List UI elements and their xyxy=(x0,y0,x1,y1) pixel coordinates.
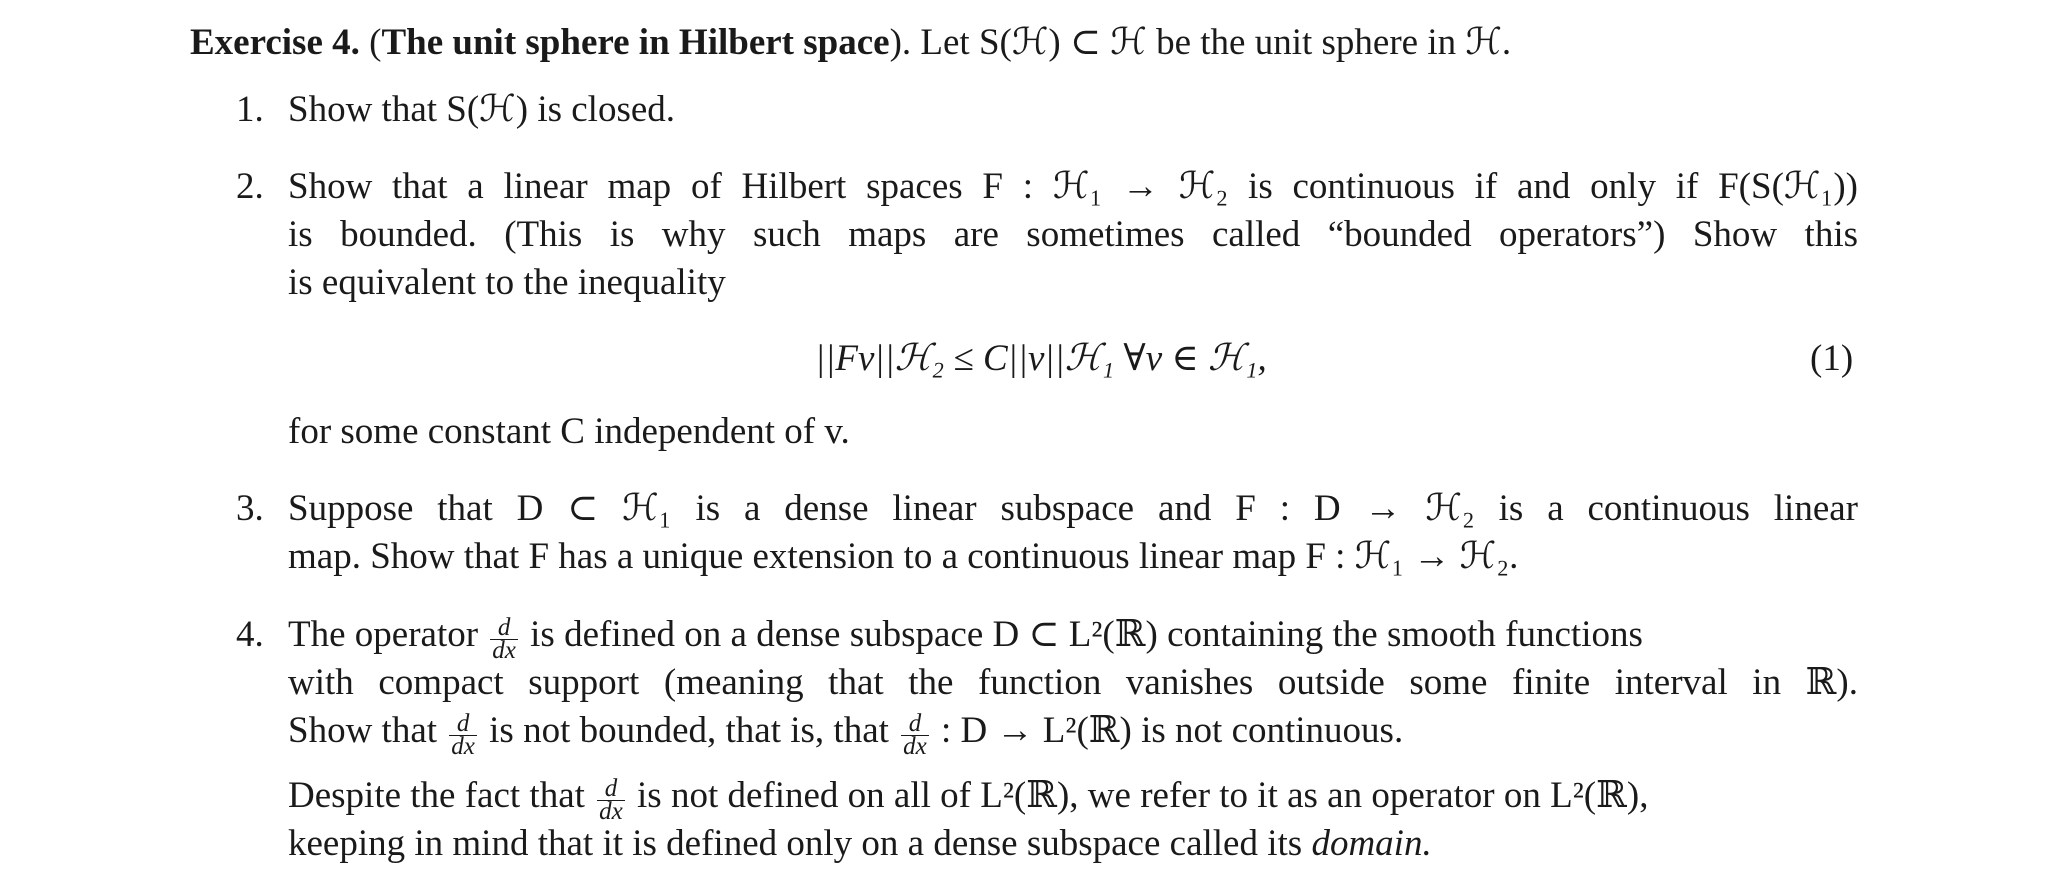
item-4-line-2: with compact support (meaning that the function vanishes outside some finite interval in ℝ). xyxy=(288,662,1858,703)
exercise-intro: Let S(ℋ) ⊂ ℋ be the unit sphere in ℋ. xyxy=(920,22,1512,63)
item-1-number: 1. xyxy=(236,89,264,130)
item-2-line-2: is bounded. (This is why such maps are sometimes called “bounded operators”) Show this xyxy=(288,214,1858,255)
item-3-number: 3. xyxy=(236,488,264,529)
item-2-number: 2. xyxy=(236,166,264,207)
item-4-line-1-b: is defined on a dense subspace D ⊂ L²(ℝ) containing the smooth functions xyxy=(530,614,1643,655)
item-4-line-3-a: Show that xyxy=(288,710,438,751)
item-2-after: for some constant C independent of v. xyxy=(288,411,850,452)
remark-a: Despite the fact that xyxy=(288,775,585,816)
remark-b: is not defined on all of L²(ℝ), we refer to it as an operator on L²(ℝ), xyxy=(637,775,1649,816)
item-4-line-3-c: : D → L²(ℝ) is not continuous. xyxy=(941,710,1404,751)
item-4-remark-1 xyxy=(288,772,1648,823)
title-paren-open: ( xyxy=(369,22,382,63)
remark-c: keeping in mind that it is defined only on a dense subspace called its xyxy=(288,823,1303,864)
exercise-title: The unit sphere in Hilbert space xyxy=(381,22,890,63)
item-4-number: 4. xyxy=(236,614,264,655)
item-2-line-1: Show that a linear map of Hilbert spaces F : ℋ₁ → ℋ₂ is continuous if and only if F(S(ℋ₁)) xyxy=(288,166,1858,207)
title-paren-close: ). xyxy=(889,22,912,63)
equation-number: (1) xyxy=(1810,338,1854,379)
derivative-fraction: $\frac{d}{dx}$ xyxy=(903,710,927,760)
item-4-line-1-a: The operator xyxy=(288,614,479,655)
equation-1: ||Fv||ℋ₂ ≤ C||v||ℋ₁ ∀v ∈ ℋ₁, xyxy=(815,338,1267,379)
remark-domain: domain. xyxy=(1311,823,1432,864)
item-2-line-3: is equivalent to the inequality xyxy=(288,262,726,303)
item-4-line-1 xyxy=(288,611,1643,662)
item-4-line-3 xyxy=(288,707,1403,758)
derivative-fraction: $\frac{d}{dx}$ xyxy=(599,775,623,825)
item-4-line-3-b: is not bounded, that is, that xyxy=(489,710,889,751)
item-3-line-1: Suppose that D ⊂ ℋ₁ is a dense linear subspace and F : D → ℋ₂ is a continuous linear xyxy=(288,488,1858,529)
item-4-remark-2 xyxy=(288,820,1432,868)
derivative-fraction: $\frac{d}{dx}$ xyxy=(492,614,516,664)
derivative-fraction: $\frac{d}{dx}$ xyxy=(451,710,475,760)
exercise-label: Exercise 4. xyxy=(190,22,360,63)
item-1-text: Show that S(ℋ) is closed. xyxy=(288,89,676,130)
exercise-heading xyxy=(190,19,1511,67)
item-3-line-2: map. Show that F has a unique extension to a continuous linear map F : ℋ₁ → ℋ₂. xyxy=(288,536,1519,577)
